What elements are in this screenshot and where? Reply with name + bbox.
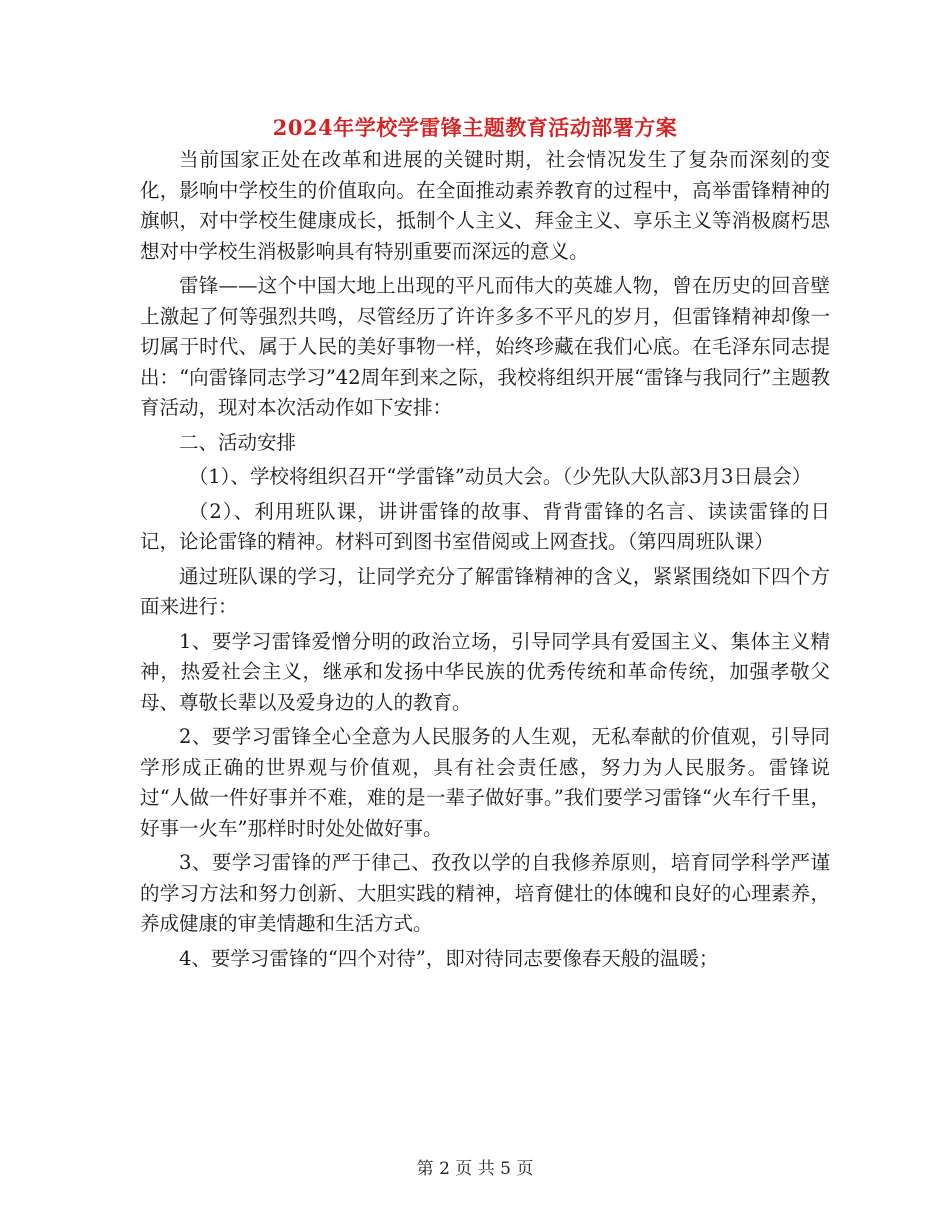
document-title: 2024年学校学雷锋主题教育活动部署方案	[272, 115, 678, 140]
paragraph: 雷锋——这个中国大地上出现的平凡而伟大的英雄人物，曾在历史的回音壁上激起了何等强烈共鸣，尽管经历了许许多多不平凡的岁月，但雷锋精神却像一切属于时代、属于人民的美好事物一样，始终珍藏在我们心底。在毛泽东同志提出：“向雷锋同志学习”42周年到来之际，我校将组织开展“雷锋与我同行”主题教育活动，现对本次活动作如下安排：	[140, 274, 830, 419]
list-item: 3、要学习雷锋的严于律己、孜孜以学的自我修养原则，培育同学科学严谨的学习方法和努力创新、大胆实践的精神，培育健壮的体魄和良好的心理素养，养成健康的审美情趣和生活方式。	[140, 851, 830, 935]
list-item: 1、要学习雷锋爱憎分明的政治立场，引导同学具有爱国主义、集体主义精神，热爱社会主义，继承和发扬中华民族的优秀传统和革命传统，加强孝敬父母、尊敬长辈以及爱身边的人的教育。	[140, 629, 830, 714]
page-footer: 第 2 页 共 5 页	[416, 1159, 534, 1179]
paragraph: 通过班队课的学习，让同学充分了解雷锋精神的含义，紧紧围绕如下四个方面来进行：	[140, 564, 830, 618]
list-item: 2、要学习雷锋全心全意为人民服务的人生观，无私奉献的价值观，引导同学形成正确的世界观与价值观，具有社会责任感，努力为人民服务。雷锋说过“人做一件好事并不难，难的是一辈子做好事。”我们要学习雷锋“火车行千里，好事一火车”那样时时处处做好事。	[140, 725, 830, 840]
document-body	[140, 145, 830, 978]
section-heading: 二、活动安排	[179, 430, 297, 454]
paragraph: 当前国家正处在改革和进展的关键时期，社会情况发生了复杂而深刻的变化，影响中学校生的价值取向。在全面推动素养教育的过程中，高举雷锋精神的旗帜，对中学校生健康成长，抵制个人主义、拜金主义、享乐主义等消极腐朽思想对中学校生消极影响具有特别重要而深远的意义。	[140, 148, 830, 263]
paragraph: （2）、利用班队课，讲讲雷锋的故事、背背雷锋的名言、读读雷锋的日记，论论雷锋的精神。材料可到图书室借阅或上网查找。（第四周班队课）	[140, 499, 830, 553]
list-item: 4、要学习雷锋的“四个对待”，即对待同志要像春天般的温暖；	[179, 946, 719, 970]
paragraph: （1）、学校将组织召开“学雷锋”动员大会。（少先队大队部3月3日晨会）	[188, 465, 812, 488]
